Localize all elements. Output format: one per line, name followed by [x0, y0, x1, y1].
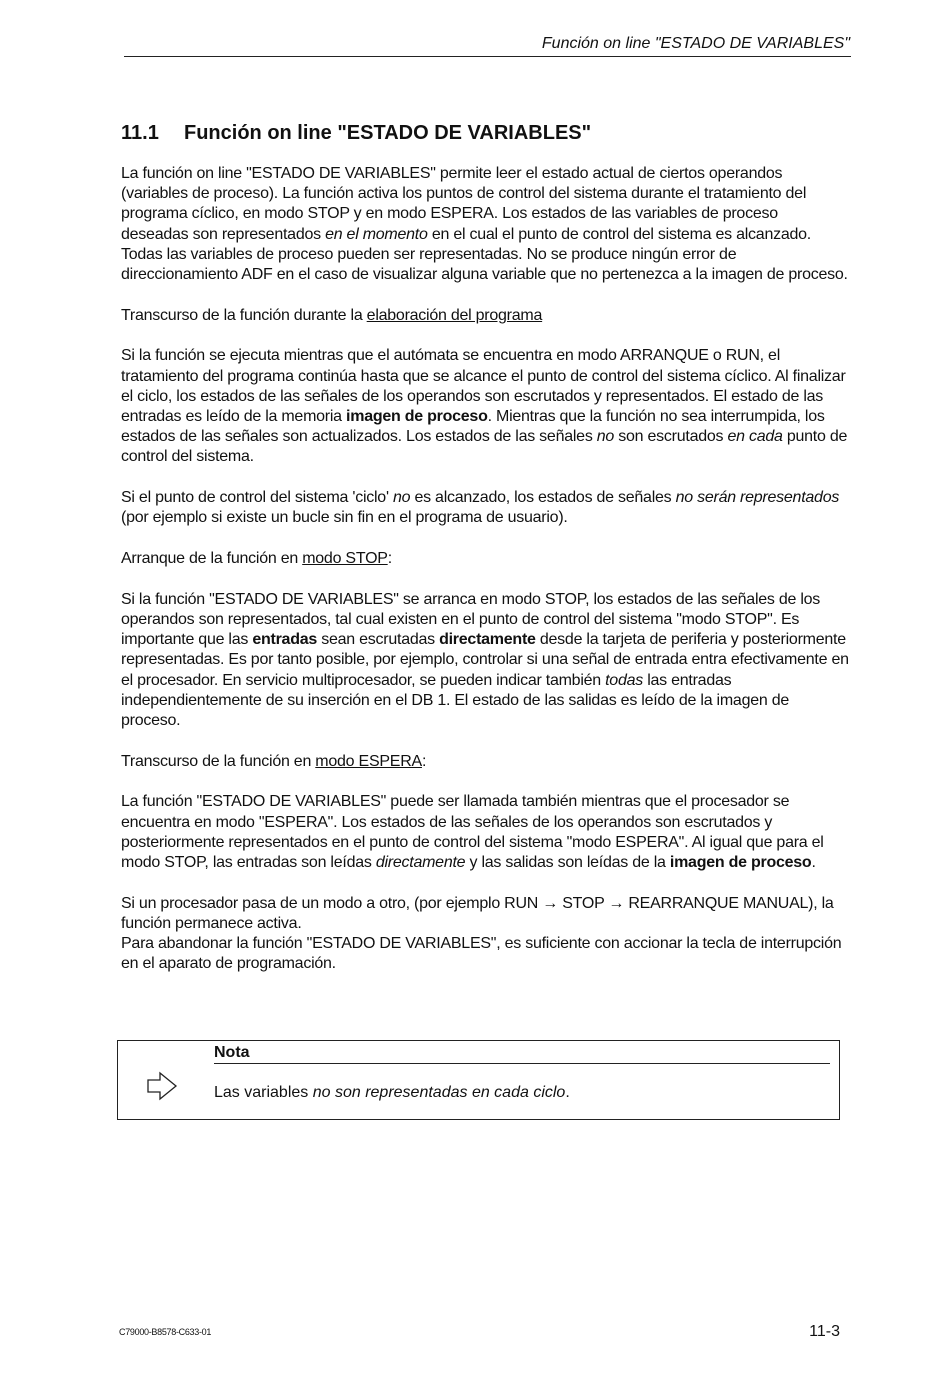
note-box	[117, 1040, 840, 1120]
paragraph-mode-change: Si un procesador pasa de un modo a otro, (por ejemplo RUN → STOP → REARRANQUE MANUAL), la función permanece activa.	[121, 894, 834, 932]
paragraph-wait-mode: La función "ESTADO DE VARIABLES" puede ser llamada también mientras que el procesador se encuentra en modo "ESPERA". Los estados de las señales de los operandos son escrutados y posteriormente representados en el punto de control del sistema "modo ESPERA". Al igual que para el modo STOP, las entradas son leídas directamente y las salidas son leídas de la imagen de proceso.	[121, 793, 824, 871]
subheading-wait-mode: Transcurso de la función en modo ESPERA:	[121, 752, 427, 770]
page-number: 11-3	[809, 1323, 840, 1340]
paragraph-run-mode: Si la función se ejecuta mientras que el autómata se encuentra en modo ARRANQUE o RUN, el tratamiento del programa continúa hasta que se alcance el punto de control del sistema cíclico. Al finalizar el ciclo, los estados de las señales de los operandos son escrutados y representados. El estado de las entradas es leído de la memoria imagen de proceso. Mientras que la función no sea interrumpida, los estados de las señales son actualizados. Los estados de las señales no son escrutados en cada punto de control del sistema.	[121, 347, 848, 466]
right-arrow-outline-icon	[146, 1071, 180, 1106]
section-heading	[121, 120, 591, 146]
note-title: Nota	[214, 1043, 830, 1064]
paragraph-stop-mode: Si la función "ESTADO DE VARIABLES" se arranca en modo STOP, los estados de las señales de los operandos son representados, tal cual existen en el punto de control del sistema "modo STOP". Es importante que las entradas sean escrutadas directamente desde la tarjeta de periferia y posteriormente representadas. Es por tanto posible, por ejemplo, controlar si una señal de entrada entra efectivamente en el procesador. En servicio multiprocesador, se pueden indicar también todas las entradas independientemente de su inserción en el DB 1. El estado de las salidas es leído de la imagen de proceso.	[121, 590, 849, 729]
paragraph-abort: Para abandonar la función "ESTADO DE VARIABLES", es suficiente con accionar la tecla de interrupción en el aparato de programación.	[121, 935, 842, 973]
paragraph-cycle-not-reached: Si el punto de control del sistema 'ciclo' no es alcanzado, los estados de señales no serán representados (por ejemplo si existe un bucle sin fin en el programa de usuario).	[121, 489, 840, 527]
header-rule	[124, 56, 851, 57]
section-number: 11.1	[121, 122, 159, 144]
subheading-stop-mode: Arranque de la función en modo STOP:	[121, 550, 392, 568]
subheading-program-processing: Transcurso de la función durante la elaboración del programa	[121, 306, 543, 324]
body-text	[121, 164, 849, 975]
section-title: Función on line "ESTADO DE VARIABLES"	[184, 122, 592, 144]
document-code: C79000-B8578-C633-01	[119, 1327, 212, 1337]
note-text: Las variables no son representadas en cada ciclo.	[214, 1084, 570, 1101]
running-header: Función on line "ESTADO DE VARIABLES"	[541, 35, 850, 52]
paragraph-intro: La función on line "ESTADO DE VARIABLES" permite leer el estado actual de ciertos operandos (variables de proceso). La función activa los puntos de control del sistema durante el tratamiento del programa cíclico, en modo STOP y en modo ESPERA. Los estados de las variables de proceso deseadas son representados en el momento en el cual el punto de control del sistema es alcanzado. Todas las variables de proceso pueden ser representadas. No se produce ningún error de direccionamiento ADF en el caso de visualizar alguna variable que no pertenezca a la imagen de proceso.	[121, 165, 848, 284]
